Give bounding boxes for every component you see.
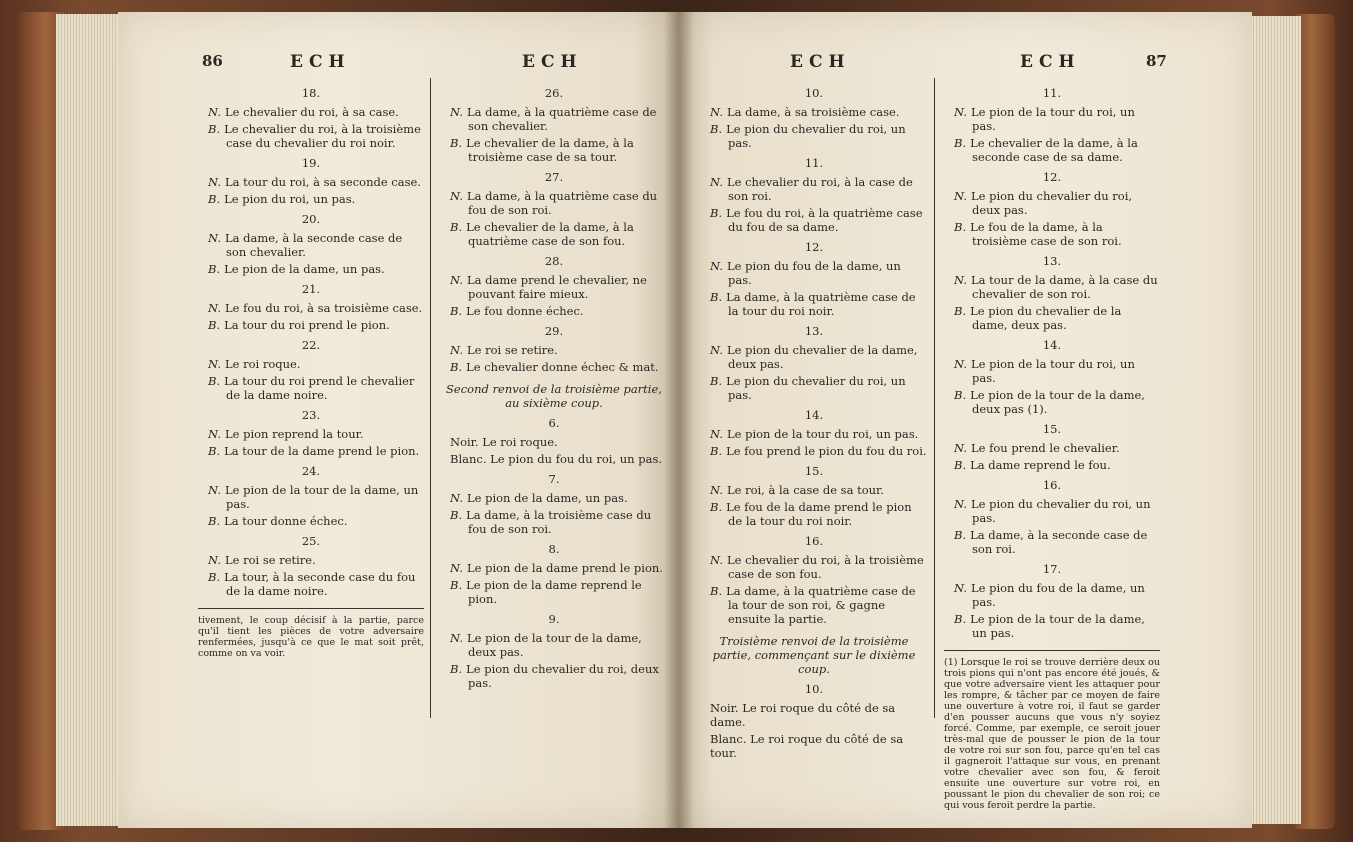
- move-line: [700, 500, 928, 528]
- move-line: [700, 444, 928, 458]
- move-text: Le pion du chevalier du roi, un pas.: [970, 497, 1151, 525]
- move-line: [440, 304, 668, 318]
- book-gutter: [664, 12, 694, 828]
- move-text: Le fou prend le chevalier.: [970, 441, 1120, 455]
- move-text: Le roi se retire.: [466, 343, 558, 357]
- move-text: Le chevalier du roi, à sa case.: [224, 105, 399, 119]
- player-label: N.: [710, 553, 723, 567]
- move-line: [944, 220, 1160, 248]
- move-text: La tour du roi prend le chevalier de la dame noire.: [224, 374, 415, 402]
- move-line: [198, 514, 424, 528]
- player-label: N.: [710, 483, 723, 497]
- move-number: 15.: [1042, 422, 1062, 436]
- move-text: La dame, à la seconde case de son chevalier.: [224, 231, 403, 259]
- player-label: N.: [450, 631, 463, 645]
- move-line: [198, 570, 424, 598]
- move-text: Le chevalier de la dame, à la quatrième case de son fou.: [466, 220, 634, 248]
- move-text: Le fou de la dame, à la troisième case de son roi.: [970, 220, 1122, 248]
- move-number: 11.: [1042, 86, 1062, 100]
- move-number: 23.: [301, 408, 321, 422]
- player-label: N.: [710, 259, 723, 273]
- player-label: N.: [954, 189, 967, 203]
- move-text: Le pion de la dame, un pas.: [466, 491, 628, 505]
- player-label: B.: [710, 374, 723, 388]
- move-number: 12.: [1042, 170, 1062, 184]
- move-text: Le pion de la tour de la dame, un pas.: [970, 612, 1145, 640]
- move-line: [944, 581, 1160, 609]
- move-text: Le pion du chevalier du roi, deux pas.: [466, 662, 659, 690]
- move-text: Le pion du chevalier du roi, un pas.: [726, 122, 906, 150]
- move-line: [198, 444, 424, 458]
- player-label: B.: [450, 136, 463, 150]
- section-heading: Second renvoi de la troisième partie, au sixième coup.: [446, 382, 662, 410]
- right-page-number: 87: [1146, 52, 1167, 70]
- player-label: B.: [954, 612, 967, 626]
- left-header-2: ECH: [522, 52, 583, 72]
- left-header-1: ECH: [290, 52, 351, 72]
- move-text: Le fou du roi, à la quatrième case du fou de sa dame.: [726, 206, 923, 234]
- move-number: 12.: [804, 240, 824, 254]
- move-line: [198, 318, 424, 332]
- right-column-1: [700, 80, 928, 763]
- right-header-1: ECH: [790, 52, 851, 72]
- player-label: B.: [710, 122, 723, 136]
- move-line: [440, 105, 668, 133]
- player-label: N.: [208, 301, 221, 315]
- player-label: B.: [208, 262, 221, 276]
- move-text: La tour du roi, à sa seconde case.: [224, 175, 421, 189]
- move-line: [198, 175, 424, 189]
- player-label: N.: [954, 497, 967, 511]
- move-text: Le pion du chevalier du roi, un pas.: [726, 374, 906, 402]
- player-label: B.: [450, 508, 463, 522]
- move-line: [700, 122, 928, 150]
- move-text: Le pion de la dame prend le pion.: [466, 561, 663, 575]
- move-line: [944, 105, 1160, 133]
- move-line: [700, 206, 928, 234]
- move-text: Le roi roque.: [224, 357, 301, 371]
- move-number: 28.: [544, 254, 564, 268]
- player-label: B.: [954, 528, 967, 542]
- player-label: N.: [710, 427, 723, 441]
- move-number: 18.: [301, 86, 321, 100]
- move-number: 22.: [301, 338, 321, 352]
- move-text: Le fou du roi, à sa troisième case.: [224, 301, 423, 315]
- book-cover-right: [1295, 14, 1335, 829]
- move-line: [944, 612, 1160, 640]
- move-line: [944, 441, 1160, 455]
- player-label: B.: [208, 318, 221, 332]
- move-text: Le pion du chevalier de la dame, deux pas.: [970, 304, 1122, 332]
- move-line: [198, 301, 424, 315]
- column-rule: [430, 78, 431, 718]
- move-text: Le fou prend le pion du fou du roi.: [726, 444, 927, 458]
- move-line: [198, 192, 424, 206]
- move-text: Le chevalier donne échec & mat.: [466, 360, 659, 374]
- player-label: B.: [710, 500, 723, 514]
- move-line: [198, 374, 424, 402]
- move-line: [700, 553, 928, 581]
- move-number: 19.: [301, 156, 321, 170]
- move-number: 17.: [1042, 562, 1062, 576]
- move-number: 7.: [548, 472, 560, 486]
- player-label: N.: [710, 105, 723, 119]
- move-text: La dame, à la quatrième case de la tour du roi noir.: [726, 290, 916, 318]
- left-page-number: 86: [202, 52, 223, 70]
- move-line: [700, 290, 928, 318]
- player-label: B.: [954, 458, 967, 472]
- move-number: 29.: [544, 324, 564, 338]
- player-label: B.: [450, 662, 463, 676]
- player-label: B.: [710, 444, 723, 458]
- move-line: [944, 357, 1160, 385]
- move-text: Le pion de la tour du roi, un pas.: [970, 357, 1135, 385]
- player-label: B.: [450, 578, 463, 592]
- player-label: N.: [208, 357, 221, 371]
- move-line: [700, 584, 928, 626]
- move-line: [198, 122, 424, 150]
- player-label: B.: [208, 374, 221, 388]
- move-number: 13.: [1042, 254, 1062, 268]
- move-text: Le pion du fou de la dame, un pas.: [970, 581, 1145, 609]
- move-line: [700, 259, 928, 287]
- move-line: [440, 220, 668, 248]
- move-text: La tour de la dame prend le pion.: [224, 444, 420, 458]
- page-edges-left: [56, 14, 126, 826]
- move-line: [440, 273, 668, 301]
- player-label: N.: [450, 273, 463, 287]
- move-number: 10.: [804, 682, 824, 696]
- player-label: N.: [450, 105, 463, 119]
- move-number: 20.: [301, 212, 321, 226]
- player-label: N.: [450, 491, 463, 505]
- player-label: B.: [954, 388, 967, 402]
- move-text: La dame reprend le fou.: [970, 458, 1111, 472]
- player-label: N.: [208, 231, 221, 245]
- player-label: B.: [450, 360, 463, 374]
- player-label: B.: [208, 514, 221, 528]
- move-line: [700, 175, 928, 203]
- move-number: 24.: [301, 464, 321, 478]
- left-column-1: [198, 80, 424, 659]
- move-line: Noir. Le roi roque.: [450, 435, 558, 449]
- player-label: N.: [208, 483, 221, 497]
- move-text: Le pion du fou de la dame, un pas.: [726, 259, 901, 287]
- move-number: 10.: [804, 86, 824, 100]
- move-text: Le pion du roi, un pas.: [224, 192, 356, 206]
- move-text: La dame, à la quatrième case de la tour de son roi, & gagne ensuite la partie.: [726, 584, 916, 626]
- move-text: Le pion de la tour de la dame, deux pas (1).: [970, 388, 1145, 416]
- move-line: [440, 189, 668, 217]
- player-label: B.: [954, 304, 967, 318]
- player-label: N.: [450, 561, 463, 575]
- move-number: 15.: [804, 464, 824, 478]
- player-label: B.: [954, 220, 967, 234]
- move-line: [198, 553, 424, 567]
- player-label: B.: [450, 304, 463, 318]
- section-heading: Troisième renvoi de la troisième partie, commençant sur le dixième coup.: [712, 634, 916, 676]
- move-line: Blanc. Le pion du fou du roi, un pas.: [450, 452, 663, 466]
- move-number: 14.: [804, 408, 824, 422]
- player-label: B.: [208, 444, 221, 458]
- move-text: La dame, à la troisième case du fou de son roi.: [466, 508, 652, 536]
- move-number: 25.: [301, 534, 321, 548]
- move-line: [440, 343, 668, 357]
- move-number: 11.: [804, 156, 824, 170]
- move-text: Le pion de la dame reprend le pion.: [466, 578, 642, 606]
- left-column-2: [440, 80, 668, 693]
- move-line: [440, 491, 668, 505]
- move-line: [944, 273, 1160, 301]
- move-text: La tour donne échec.: [224, 514, 348, 528]
- move-line: [944, 497, 1160, 525]
- move-text: La dame, à sa troisième case.: [726, 105, 900, 119]
- move-line: [198, 427, 424, 441]
- move-text: Le chevalier du roi, à la troisième case du chevalier du roi noir.: [224, 122, 421, 150]
- move-number: 21.: [301, 282, 321, 296]
- player-label: B.: [208, 192, 221, 206]
- move-text: La tour du roi prend le pion.: [224, 318, 390, 332]
- move-line: [700, 374, 928, 402]
- move-number: 27.: [544, 170, 564, 184]
- move-text: Le fou de la dame prend le pion de la tour du roi noir.: [726, 500, 912, 528]
- player-label: N.: [208, 427, 221, 441]
- move-line: [198, 262, 424, 276]
- player-label: N.: [954, 357, 967, 371]
- move-text: Le pion de la tour du roi, un pas.: [970, 105, 1135, 133]
- move-number: 26.: [544, 86, 564, 100]
- move-line: [944, 388, 1160, 416]
- player-label: B.: [710, 584, 723, 598]
- player-label: N.: [208, 175, 221, 189]
- move-number: 9.: [548, 612, 560, 626]
- move-text: Le chevalier du roi, à la case de son roi.: [726, 175, 913, 203]
- player-label: B.: [208, 122, 221, 136]
- column-rule: [934, 78, 935, 718]
- move-line: Noir. Le roi roque du côté de sa dame.: [710, 701, 896, 729]
- move-line: [440, 578, 668, 606]
- move-line: [198, 105, 424, 119]
- move-text: Le chevalier du roi, à la troisième case de son fou.: [726, 553, 924, 581]
- player-label: N.: [208, 105, 221, 119]
- move-text: La tour, à la seconde case du fou de la dame noire.: [224, 570, 416, 598]
- player-label: N.: [954, 273, 967, 287]
- move-text: Le pion du chevalier de la dame, deux pas.: [726, 343, 918, 371]
- move-line: [700, 343, 928, 371]
- move-line: [944, 528, 1160, 556]
- move-text: La tour de la dame, à la case du chevalier de son roi.: [970, 273, 1158, 301]
- move-text: Le pion de la tour de la dame, deux pas.: [466, 631, 642, 659]
- move-text: Le pion de la dame, un pas.: [224, 262, 385, 276]
- player-label: N.: [208, 553, 221, 567]
- move-line: [198, 357, 424, 371]
- move-line: [440, 508, 668, 536]
- footnote: tivement, le coup décisif à la partie, parce qu'il tient les pièces de votre adversaire renfermées, jusqu'à ce que le mat soit prêt, comme on va voir.: [198, 615, 424, 659]
- move-line: [440, 360, 668, 374]
- player-label: N.: [450, 343, 463, 357]
- move-text: La dame prend le chevalier, ne pouvant faire mieux.: [466, 273, 647, 301]
- move-text: Le roi se retire.: [224, 553, 316, 567]
- move-text: Le pion de la tour du roi, un pas.: [726, 427, 919, 441]
- right-header-2: ECH: [1020, 52, 1081, 72]
- player-label: B.: [208, 570, 221, 584]
- move-line: [700, 105, 928, 119]
- move-text: Le chevalier de la dame, à la troisième case de sa tour.: [466, 136, 634, 164]
- move-line: [944, 304, 1160, 332]
- move-line: [198, 483, 424, 511]
- player-label: N.: [954, 105, 967, 119]
- move-number: 16.: [1042, 478, 1062, 492]
- player-label: N.: [710, 175, 723, 189]
- move-line: [944, 458, 1160, 472]
- move-line: [944, 189, 1160, 217]
- player-label: B.: [710, 290, 723, 304]
- move-number: 14.: [1042, 338, 1062, 352]
- move-text: La dame, à la seconde case de son roi.: [970, 528, 1148, 556]
- move-line: [440, 662, 668, 690]
- footnote: (1) Lorsque le roi se trouve derrière deux ou trois pions qui n'ont pas encore été joués, & que votre adversaire vient les attaquer pour les rompre, & tâcher par ce moyen de faire une ouverture à votre roi, il faut se garder d'en pousser aucuns que vous n'y soyiez forcé. Comme, par exemple, ce seroit jouer très-mal que de pousser le pion de la tour de votre roi sur son fou, parce qu'en tel cas il gagneroit l'attaque sur vous, en prenant votre chevalier avec son fou, & feroit ensuite une ouverture sur votre roi, en poussant le pion du chevalier de son roi; ce qui vous feroit perdre la partie.: [944, 657, 1160, 811]
- move-text: Le roi, à la case de sa tour.: [726, 483, 884, 497]
- player-label: B.: [450, 220, 463, 234]
- player-label: N.: [954, 441, 967, 455]
- move-text: Le chevalier de la dame, à la seconde case de sa dame.: [970, 136, 1138, 164]
- move-line: [440, 631, 668, 659]
- footnote-rule: [944, 650, 1160, 651]
- move-line: [700, 483, 928, 497]
- player-label: N.: [954, 581, 967, 595]
- move-number: 16.: [804, 534, 824, 548]
- move-line: [700, 427, 928, 441]
- move-text: Le pion de la tour de la dame, un pas.: [224, 483, 419, 511]
- move-text: Le pion du chevalier du roi, deux pas.: [970, 189, 1133, 217]
- player-label: N.: [710, 343, 723, 357]
- player-label: B.: [954, 136, 967, 150]
- move-number: 13.: [804, 324, 824, 338]
- footnote-rule: [198, 608, 424, 609]
- page-edges-right: [1245, 16, 1301, 824]
- player-label: B.: [710, 206, 723, 220]
- move-number: 8.: [548, 542, 560, 556]
- move-text: Le pion reprend la tour.: [224, 427, 364, 441]
- right-column-2: [944, 80, 1160, 811]
- player-label: N.: [450, 189, 463, 203]
- move-line: [440, 561, 668, 575]
- move-line: Blanc. Le roi roque du côté de sa tour.: [710, 732, 904, 760]
- move-text: Le fou donne échec.: [466, 304, 584, 318]
- move-number: 6.: [548, 416, 560, 430]
- move-line: [440, 136, 668, 164]
- move-text: La dame, à la quatrième case du fou de son roi.: [466, 189, 658, 217]
- move-line: [198, 231, 424, 259]
- move-text: La dame, à la quatrième case de son chevalier.: [466, 105, 657, 133]
- move-line: [944, 136, 1160, 164]
